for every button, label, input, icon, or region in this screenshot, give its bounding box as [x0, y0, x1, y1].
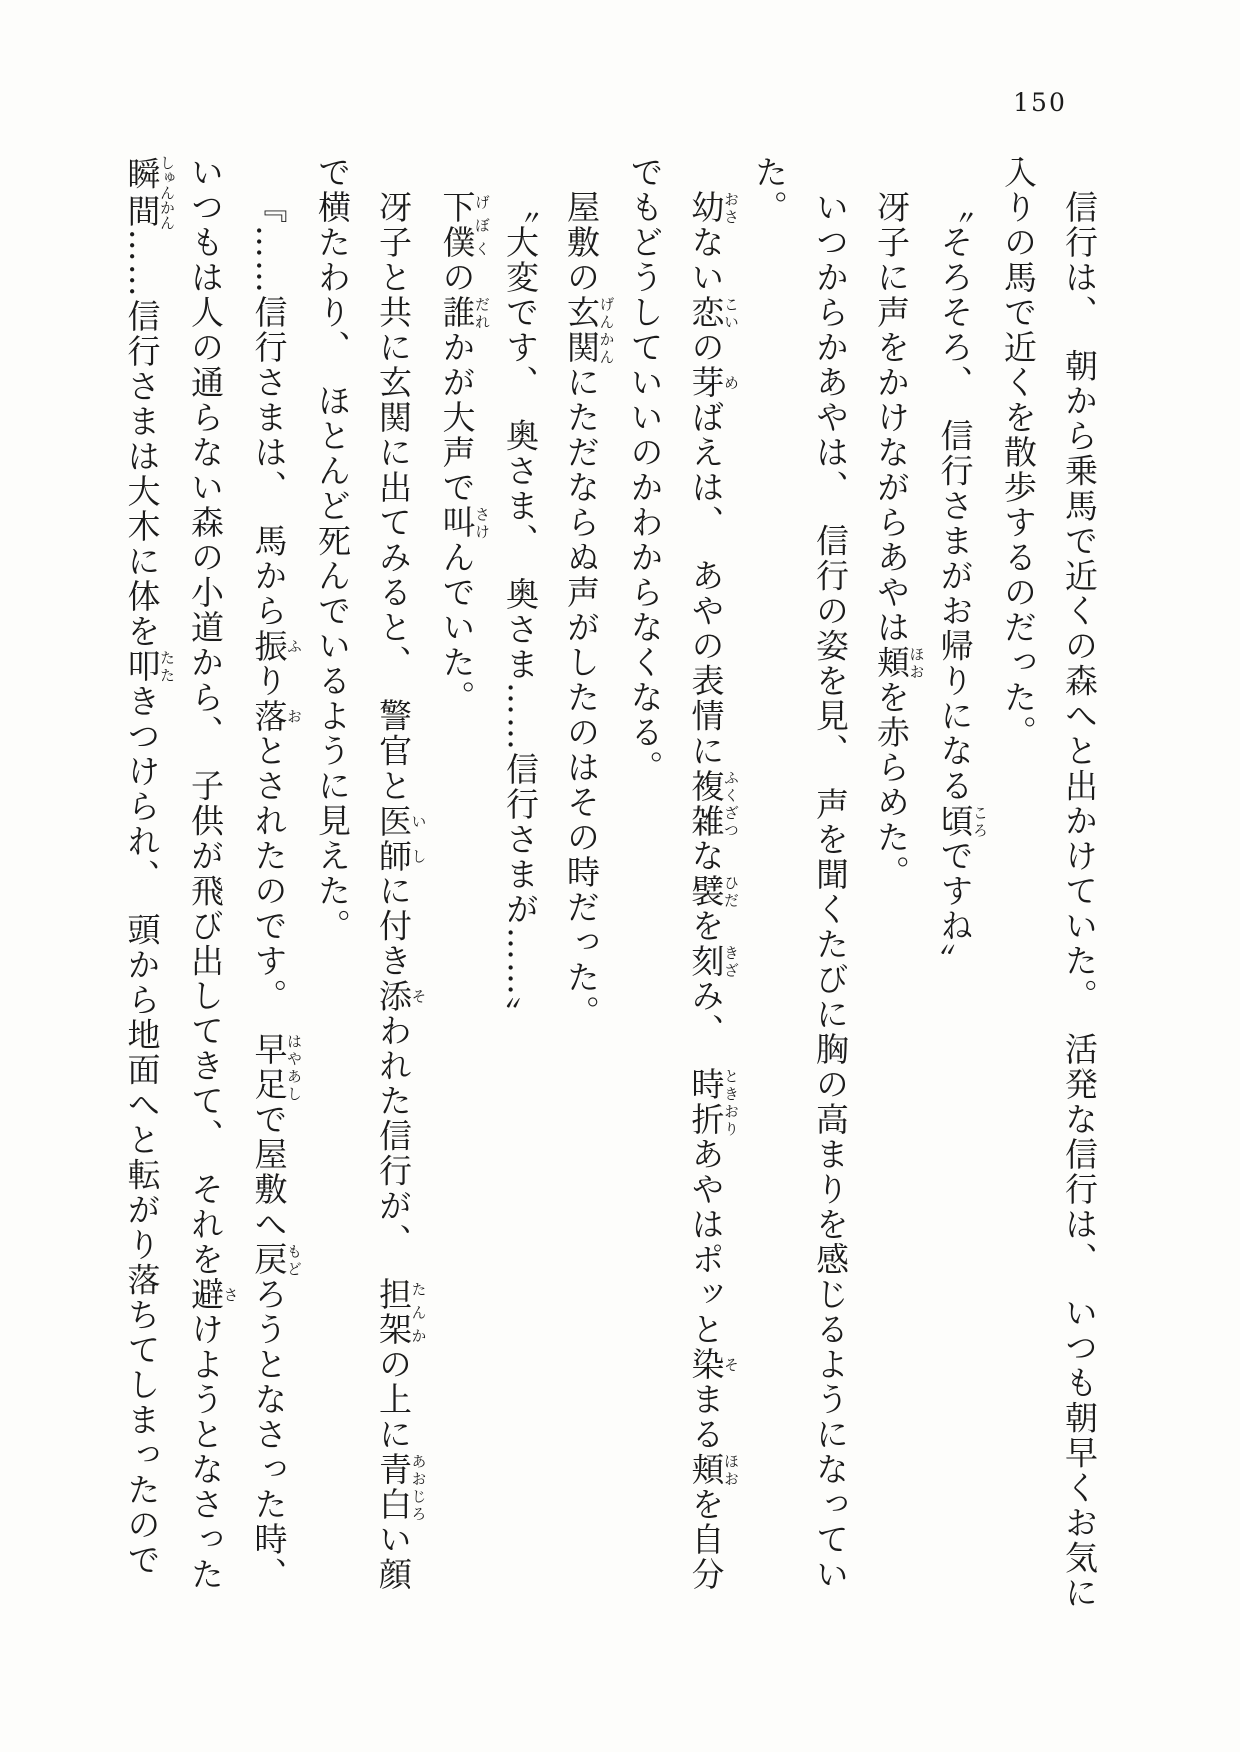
ruby-annotated-word: 頬ほお [686, 1452, 740, 1487]
text-line: 瞬間しゅんかん……信行さまは大木に体を叩たたきつけられ、 頭から地面へと転がり落ちてしまったので [122, 155, 176, 1578]
ruby-annotated-word: 恋こい [686, 295, 740, 330]
ruby-annotated-word: 担架たんか [374, 1277, 428, 1347]
ruby-annotated-word: 時折ときおり [686, 1067, 740, 1137]
ruby-annotated-word: 戻もど [249, 1242, 303, 1277]
text-line: 幼おさない恋こいの芽めばえは、 あやの表情に複雑ふくざつな襞ひだを刻きざみ、 時折ときおりあやはポッと染そまる頬ほおを自分 [686, 190, 740, 1592]
text-line: 冴子と共に玄関に出てみると、 警官と医師いしに付き添そわれた信行が、 担架たんかの上に青白あおじろい顔 [374, 190, 428, 1592]
ruby-annotated-word: 下僕げぼく [437, 190, 491, 260]
ruby-annotated-word: 落お [249, 698, 303, 734]
text-line: で横たわり、 ほとんど死んでいるように見えた。 [313, 155, 352, 944]
ruby-annotated-word: 避さ [186, 1277, 240, 1312]
text-line: 『……信行さまは、 馬から振ふり落おとされたのです。 早足はやあしで屋敷へ戻もどろうとなさった時、 [249, 190, 303, 1592]
text-line: でもどうしていいのかわからなくなる。 [625, 155, 665, 785]
ruby-annotated-word: 添そ [374, 978, 428, 1014]
ruby-annotated-word: 叩たた [122, 648, 176, 684]
ruby-annotated-word: 芽め [686, 365, 740, 400]
ruby-annotated-word: 医師いし [374, 803, 428, 874]
ruby-annotated-word: 刻きざ [686, 943, 740, 979]
text-line: 冴子に声をかけながらあやは頬ほおを赤らめた。 [872, 190, 926, 890]
ruby-annotated-word: 染そ [686, 1347, 740, 1382]
ruby-annotated-word: 頬ほお [872, 645, 926, 680]
ruby-annotated-word: 複雑ふくざつ [686, 768, 740, 839]
text-block [112, 155, 1111, 1615]
text-line: 入りの馬で近くを散歩するのだった。 [999, 155, 1038, 750]
text-line: 〝そろそろ、 信行さまがお帰りになる頃ころですね〟 [935, 190, 989, 979]
ruby-annotated-word: 瞬間しゅんかん [122, 155, 176, 230]
ruby-annotated-word: 早足はやあし [249, 1032, 303, 1102]
ruby-annotated-word: 玄関げんかん [562, 295, 616, 365]
text-line: た。 [750, 155, 789, 225]
text-line: 屋敷の玄関げんかんにただならぬ声がしたのはその時だった。 [562, 190, 616, 1030]
ruby-annotated-word: 叫さけ [437, 505, 491, 540]
text-line: 信行は、 朝から乗馬で近くの森へと出かけていた。 活発な信行は、 いつも朝早くお気に [1060, 190, 1099, 1611]
ruby-annotated-word: 誰だれ [437, 295, 491, 330]
ruby-annotated-word: 幼おさ [686, 190, 740, 225]
text-line: いつからかあやは、 信行の姿を見、 声を聞くたびに胸の高まりを感じるようになってい [811, 190, 850, 1592]
text-line: 〝大変です、 奥さま、 奥さま……信行さまが……〟 [501, 190, 540, 1032]
page-number: 150 [1013, 88, 1067, 117]
text-line: いつもは人の通らない森の小道から、 子供が飛び出してきて、 それを避さけようとなさった [186, 155, 240, 1592]
ruby-annotated-word: 青白あおじろ [374, 1452, 428, 1522]
ruby-annotated-word: 振ふ [249, 628, 303, 664]
ruby-annotated-word: 頃ころ [935, 803, 989, 839]
text-line: 下僕げぼくの誰だれかが大声で叫さけんでいた。 [437, 190, 491, 715]
ruby-annotated-word: 襞ひだ [686, 873, 740, 909]
